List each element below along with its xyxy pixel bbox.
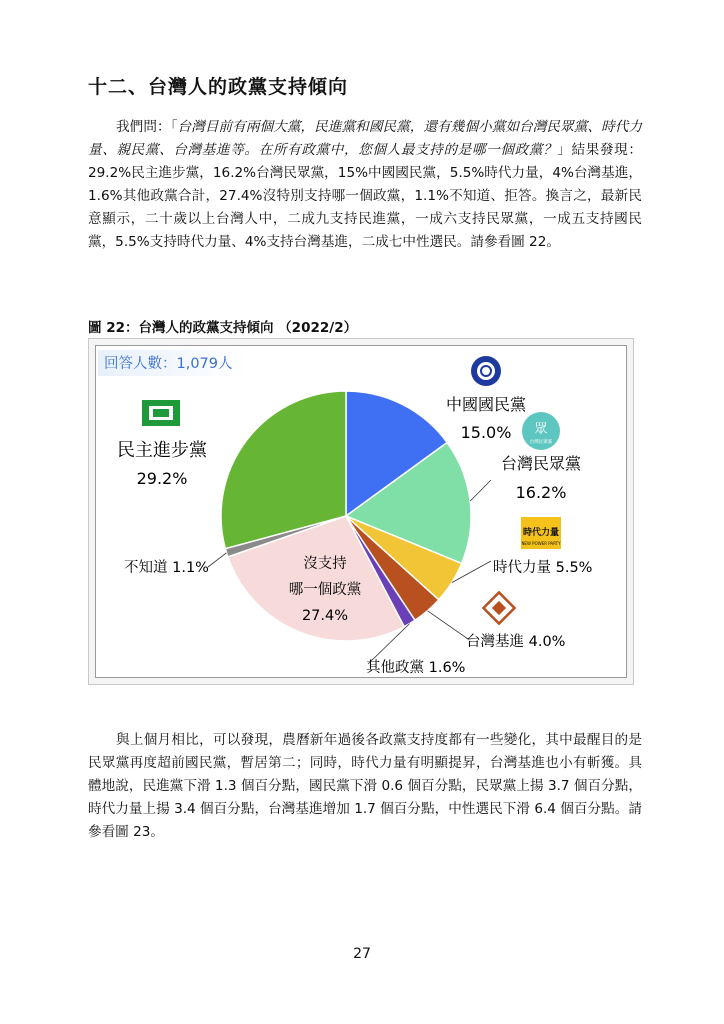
label-npp: 時代力量 5.5% xyxy=(493,560,593,576)
label-other: 其他政黨 1.6% xyxy=(366,660,466,676)
leader-line-6 xyxy=(208,553,227,567)
tpp-logo-glyph: 眾 xyxy=(534,422,548,437)
kmt-logo xyxy=(471,356,501,386)
tsp-logo xyxy=(483,592,514,623)
survey-question: 台灣目前有兩個大黨，民進黨和國民黨，還有幾個小黨如台灣民眾黨、時代力量、親民黨、台灣基進等。在所有政黨中，您個人最支持的是哪一個政黨？ xyxy=(88,119,643,158)
npp-logo-text: 時代力量 xyxy=(522,528,560,538)
paragraph-2: 與上個月相比，可以發現，農曆新年過後各政黨支持度都有一些變化，其中最醒目的是民眾黨再度超前國民黨，暫居第二；同時，時代力量有明顯提昇，台灣基進也小有斬獲。具體地說，民進黨下滑 1.3 個百分點，國民黨下滑 0.6 個百分點，民眾黨上揚 3.7 個百分點，時代力量上揚 3.4 個百分點，台灣基進增加 1.7 個百分點，中性選民下滑 6.4 個百分點。請參看圖 23。 xyxy=(88,732,642,840)
label-tpp-pct: 16.2% xyxy=(515,483,567,502)
page-number: 27 xyxy=(353,946,371,962)
respondents-count: 回答人數：1,079人 xyxy=(104,356,233,372)
label-kmt-pct: 15.0% xyxy=(460,423,512,442)
label-dont-know: 不知道 1.1% xyxy=(124,560,209,576)
label-kmt-name: 中國國民黨 xyxy=(445,395,527,414)
paragraph-1-lead: 我們問：「 xyxy=(116,119,178,135)
paragraph-1 xyxy=(88,116,642,254)
chart-frame xyxy=(88,338,634,685)
pie-chart xyxy=(96,346,628,679)
label-dpp-pct: 29.2% xyxy=(136,469,188,488)
label-tpp-name: 台灣民眾黨 xyxy=(500,454,582,473)
dpp-logo xyxy=(142,400,180,426)
figure-title: 圖 22：台灣人的政黨支持傾向 （2022/2） xyxy=(88,320,358,336)
label-dpp-name: 民主進步黨 xyxy=(117,440,207,461)
paragraph-1-body: 」結果發現：29.2%民主進步黨，16.2%台灣民眾黨，15%中國國民黨，5.5%時代力量，4%台灣基進，1.6%其他政黨合計，27.4%沒特別支持哪一個政黨，1.1%不知道、拒答。換言之，最新民意顯示，二十歲以上台灣人中，二成九支持民進黨，一成六支持民眾黨，一成五支持國民黨，5.5%支持時代力量、4%支持台灣基進，二成七中性選民。請參看圖 22。 xyxy=(88,142,642,250)
section-heading: 十二、台灣人的政黨支持傾向 xyxy=(88,76,349,98)
leader-line-3 xyxy=(428,611,469,639)
label-neutral-pct: 27.4% xyxy=(301,608,349,624)
tpp-logo-sub: 台灣民眾黨 xyxy=(529,440,553,445)
chart-panel xyxy=(95,345,627,678)
pie-slices xyxy=(221,391,471,641)
npp-logo-sub: NEW POWER PARTY xyxy=(521,541,561,546)
tpp-logo xyxy=(522,412,560,450)
label-neutral-line1: 沒支持 xyxy=(303,556,347,572)
leader-line-1 xyxy=(470,480,491,501)
label-tsp: 台灣基進 4.0% xyxy=(466,634,566,650)
label-neutral-line2: 哪一個政黨 xyxy=(288,582,362,598)
npp-logo xyxy=(521,517,561,549)
